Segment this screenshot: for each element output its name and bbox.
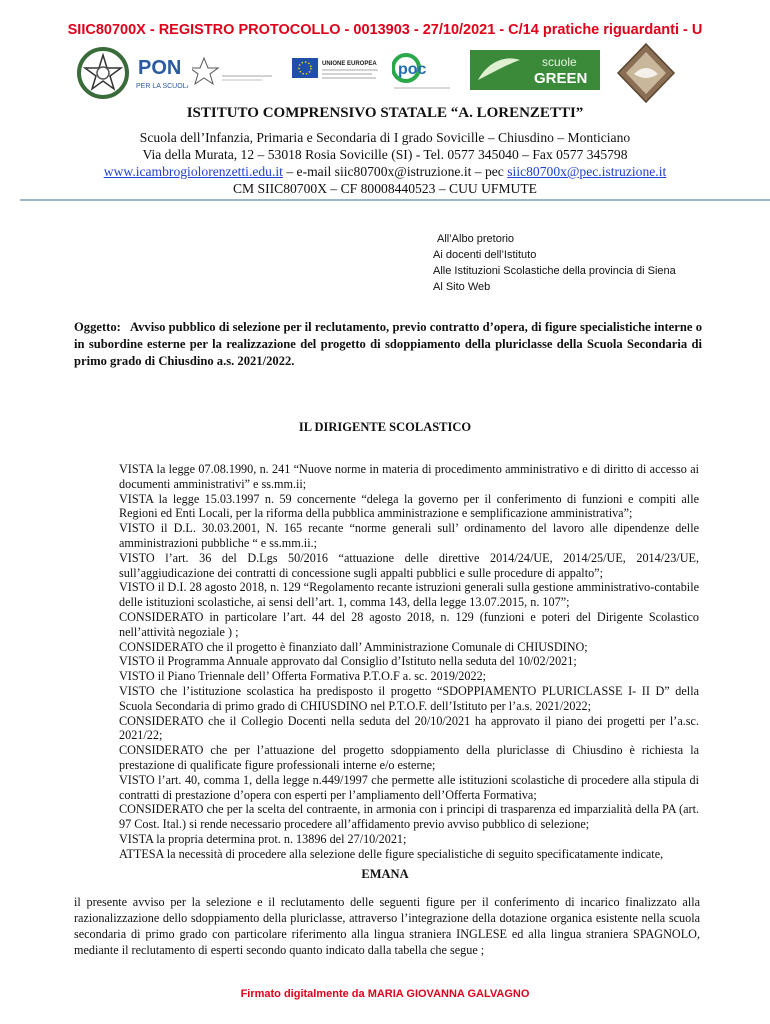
recipient-istituzioni: Alle Istituzioni Scolastiche della provincia di Siena <box>433 265 676 277</box>
subject-paragraph <box>74 319 702 370</box>
pon-logo-text: PON <box>138 57 182 79</box>
premise-item: VISTO che l’istituzione scolastica ha predisposto il progetto “SDOPPIAMENTO PLURICLASSE I- II D” della Scuola Secondaria di primo grado di CHIUSDINO nel P.T.O.F. dell’Istituto per l’a.s. 2021/2022; <box>119 683 699 713</box>
recipient-docenti: Ai docenti dell’Istituto <box>433 249 537 261</box>
premise-item: VISTA la legge 15.03.1997 n. 59 concernente “delega la governo per il conferimento di funzioni e compiti alle Regioni ed Enti Locali, per la riforma della pubblica amministrazione e semplificazione amministrativa”; <box>119 491 699 521</box>
premise-item: VISTA la propria determina prot. n. 13896 del 27/10/2021; <box>119 831 407 846</box>
subject-text: Avviso pubblico di selezione per il reclutamento, previo contratto d’opera, di figure specialistiche interne o in subordine esterne per la realizzazione del progetto di sdoppiamento della pluriclasse della Scuola Secondaria di primo grado di Chiusdino a.s. 2021/2022. <box>74 320 702 368</box>
digital-signature-footer: Firmato digitalmente da MARIA GIOVANNA GALVAGNO <box>240 988 530 1000</box>
notice-body: il presente avviso per la selezione e il reclutamento delle seguenti figure per il conferimento di incarico finalizzato alla razionalizzazione dello sdoppiamento della pluriclasse, attraverso l’integrazione della dotazione organica esistente nella scuola secondaria di primo grado con particolare riferimento alla lingua straniera INGLESE ed alla lingua straniera SPAGNOLO, mediante il reclutamento di esperti secondo quanto indicato dalla tabella che segue ; <box>74 895 700 957</box>
header-divider <box>20 199 770 201</box>
eu-logo <box>292 56 382 95</box>
school-codes-line: CM SIIC80700X – CF 80008440523 – CUU UFMUTE <box>232 181 537 196</box>
recipient-sito: Al Sito Web <box>433 281 491 293</box>
eu-logo-text: UNIONE EUROPEA <box>322 61 377 67</box>
school-diamond-logo <box>616 42 676 109</box>
school-contacts-line <box>0 163 770 180</box>
emana-heading: EMANA <box>361 867 409 881</box>
scuole-green-logo <box>470 50 600 95</box>
scuole-text: scuole <box>542 55 577 69</box>
premise-item: VISTA la legge 07.08.1990, n. 241 “Nuove norme in materia di procedimento amministrativo e di diritto di accesso ai documenti amministrativi” e ss.mm.ii; <box>119 462 699 491</box>
premise-item: CONSIDERATO che per l’attuazione del progetto sdoppiamento della pluriclasse di Chiusdino è richiesta la prestazione di qualificate figure professionali interne e/o esterne; <box>119 743 699 772</box>
website-link[interactable]: www.icambrogiolorenzetti.edu.it <box>103 164 283 179</box>
pec-link[interactable]: siic80700x@pec.istruzione.it <box>507 164 667 179</box>
premise-item: VISTO il Programma Annuale approvato dal Consiglio d’Istituto nella seduta del 10/02/2021; <box>119 654 577 669</box>
premise-item: VISTO il Piano Triennale dell’ Offerta Formativa P.T.O.F a. sc. 2019/2022; <box>119 669 487 684</box>
premise-item: CONSIDERATO che per la scelta del contraente, in armonia con i principi di trasparenza ed imparzialità della PA (art. 97 Cost. Ital.) si rende necessario procedere all’affidamento previo avviso pubblico di selezione; <box>119 802 699 832</box>
recipient-albo: All’Albo pretorio <box>437 233 515 245</box>
premise-item: VISTO l’art. 40, comma 1, della legge n.449/1997 che permette alle istituzioni scolastiche di procedere alla stipula di contratti di prestazione d’opera con esperti per l’ampliamento dell’Offerta Formativa; <box>119 772 699 802</box>
recipients-block <box>433 231 676 295</box>
school-name: ISTITUTO COMPRENSIVO STATALE “A. LORENZETTI” <box>186 105 584 121</box>
poc-logo-text: poc <box>398 61 427 78</box>
republic-emblem-logo <box>76 46 130 105</box>
premise-item: VISTO l’art. 36 del D.Lgs 50/2016 “attuazione delle direttive 2014/24/UE, 2014/25/UE, 2014/23/UE, sull’aggiudicazione dei contratti di concessione sugli appalti pubblici e sulle procedure di appalto”; <box>119 550 699 580</box>
pon-logo-subtext: PER LA SCUOLA <box>136 83 188 90</box>
protocol-header: SIIC80700X - REGISTRO PROTOCOLLO - 0013903 - 27/10/2021 - C/14 pratiche riguardanti - U <box>67 22 703 38</box>
premise-item: CONSIDERATO in particolare l’art. 44 del 28 agosto 2018, n. 129 (funzioni e poteri del Dirigente Scolastico nell’attività negoziale ) ; <box>119 609 699 639</box>
ministry-logo <box>192 52 278 97</box>
school-levels-line: Scuola dell’Infanzia, Primaria e Secondaria di I grado Sovicille – Chiusdino – Monticiano <box>139 130 631 145</box>
premises-list <box>119 462 699 862</box>
premise-item: ATTESA la necessità di procedere alla selezione delle figure specialistiche di seguito specificatamente indicate, <box>119 846 664 861</box>
dirigente-heading: IL DIRIGENTE SCOLASTICO <box>298 420 472 434</box>
pon-logo <box>132 52 188 101</box>
subject-label: Oggetto: <box>74 320 121 334</box>
logo-strip <box>70 46 690 104</box>
premise-item: VISTO il D.L. 30.03.2001, N. 165 recante “norme generali sull’ ordinamento del lavoro alle dipendenze delle amministrazioni pubbliche “ e ss.mm.ii.; <box>119 521 699 550</box>
premise-item: VISTO il D.I. 28 agosto 2018, n. 129 “Regolamento recante istruzioni generali sulla gestione amministrativo-contabile delle istituzioni scolastiche, ai sensi dell’art. 1, comma 143, della legge 13.07.2015, n. 107”; <box>119 580 699 610</box>
premise-item: CONSIDERATO che il Collegio Docenti nella seduta del 20/10/2021 ha approvato il piano dei progetti per l’a.sc. 2021/22; <box>119 713 699 743</box>
green-text: GREEN <box>534 70 588 87</box>
premise-item: CONSIDERATO che il progetto è finanziato dall’ Amministrazione Comunale di CHIUSDINO; <box>119 639 588 654</box>
school-address-line: Via della Murata, 12 – 53018 Rosia Sovicille (SI) - Tel. 0577 345040 – Fax 0577 345798 <box>142 147 628 162</box>
poc-logo <box>392 48 452 97</box>
email-text: – e-mail siic80700x@istruzione.it – pec <box>282 164 508 179</box>
